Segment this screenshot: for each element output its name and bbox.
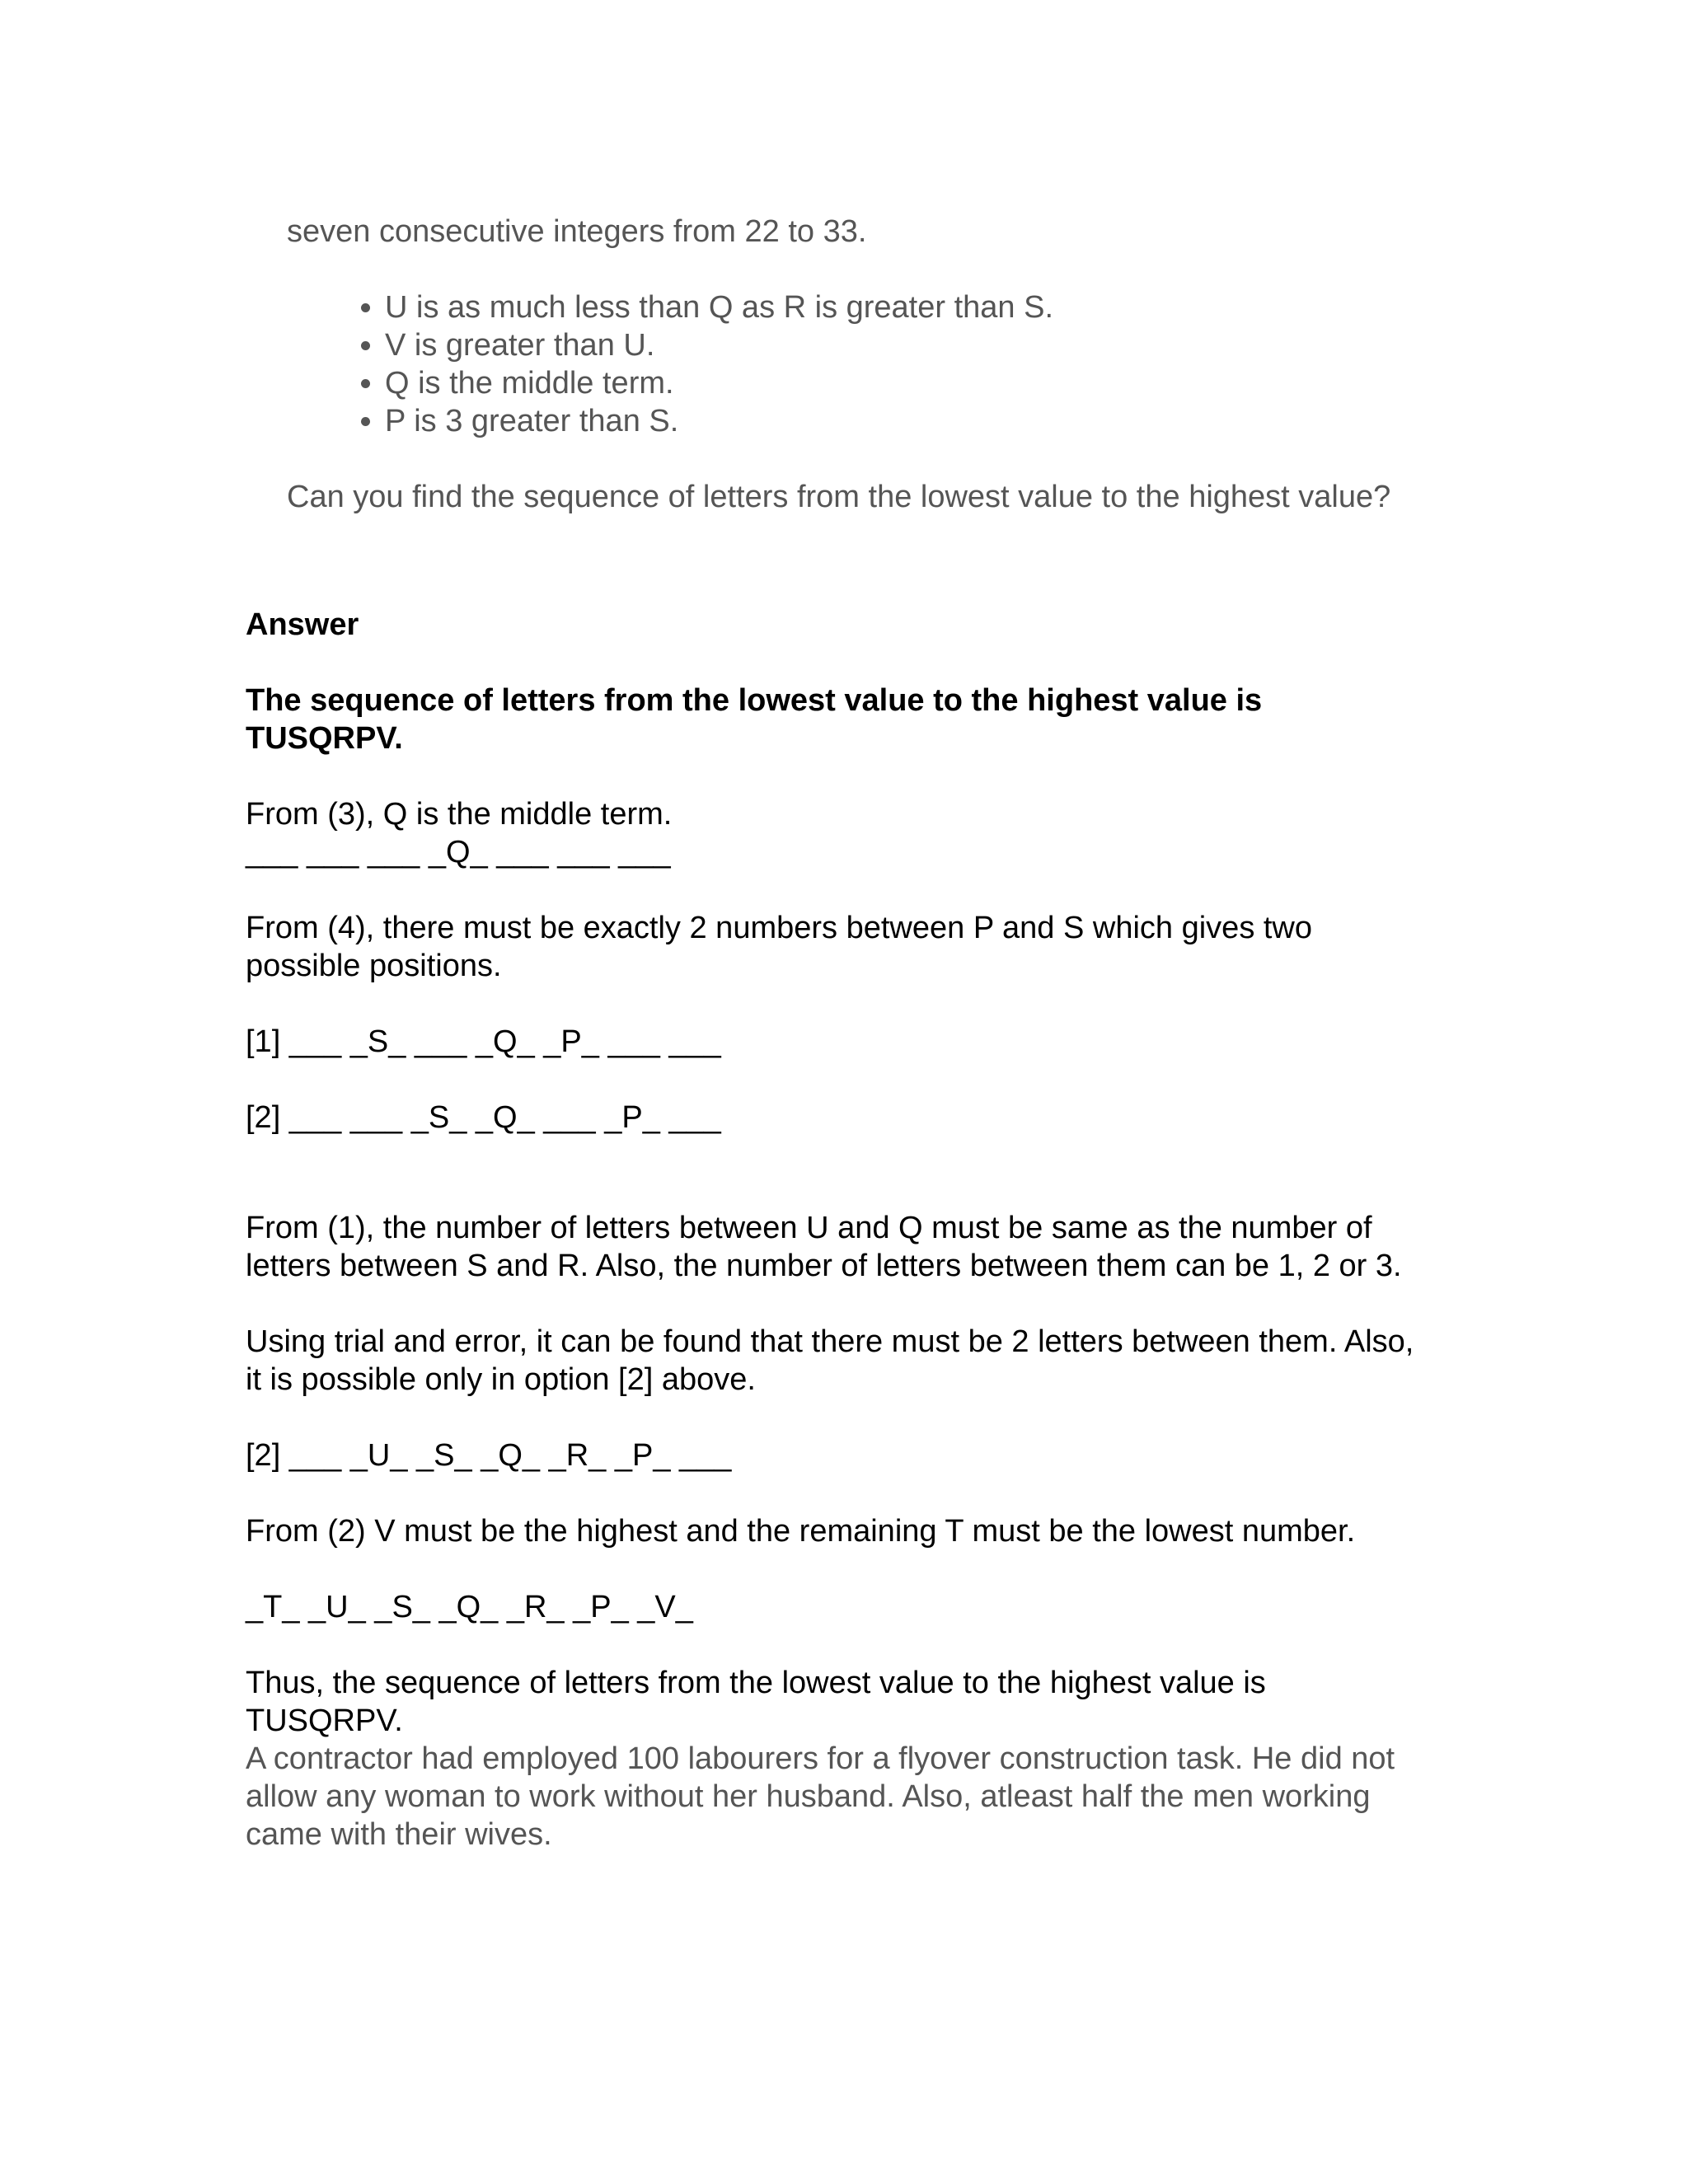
question-tail: seven consecutive integers from 22 to 33. bbox=[287, 214, 867, 249]
condition-item: • V is greater than U. bbox=[385, 326, 1465, 364]
condition-item: • U is as much less than Q as R is greater than S. bbox=[385, 288, 1465, 326]
conditions-list bbox=[287, 288, 1465, 440]
option-2-filled: [2] ___ _U_ _S_ _Q_ _R_ _P_ ___ bbox=[246, 1438, 732, 1473]
step-2-text: From (4), there must be exactly 2 numbers between P and S which gives two possible positions. bbox=[246, 911, 1313, 983]
step-1-text: From (3), Q is the middle term. bbox=[246, 797, 673, 832]
option-2: [2] ___ ___ _S_ _Q_ ___ _P_ ___ bbox=[246, 1100, 721, 1135]
step-1-blank: ___ ___ ___ _Q_ ___ ___ ___ bbox=[246, 835, 671, 869]
document-page bbox=[246, 213, 1465, 1854]
condition-item: • Q is the middle term. bbox=[385, 364, 1465, 402]
step-3-text: From (1), the number of letters between U and Q must be same as the number of letters between S and R. Also, the number of letters between them can be 1, 2 or 3. bbox=[246, 1211, 1402, 1283]
conclusion: Thus, the sequence of letters from the lowest value to the highest value is TUSQRPV. bbox=[246, 1666, 1266, 1738]
condition-item: • P is 3 greater than S. bbox=[385, 402, 1465, 440]
answer-heading: Answer bbox=[246, 607, 359, 642]
step-4-text: Using trial and error, it can be found that there must be 2 letters between them. Also, it is possible only in option [2] above. bbox=[246, 1324, 1414, 1397]
final-blank: _T_ _U_ _S_ _Q_ _R_ _P_ _V_ bbox=[246, 1590, 693, 1624]
answer-summary: The sequence of letters from the lowest value to the highest value is TUSQRPV. bbox=[246, 683, 1263, 756]
next-question: A contractor had employed 100 labourers for a flyover construction task. He did not allow any woman to work without her husband. Also, atleast half the men working came with their wives. bbox=[246, 1741, 1395, 1852]
option-1: [1] ___ _S_ ___ _Q_ _P_ ___ ___ bbox=[246, 1024, 721, 1059]
question-prompt: Can you find the sequence of letters from the lowest value to the highest value? bbox=[287, 480, 1391, 514]
step-5-text: From (2) V must be the highest and the remaining T must be the lowest number. bbox=[246, 1514, 1356, 1549]
